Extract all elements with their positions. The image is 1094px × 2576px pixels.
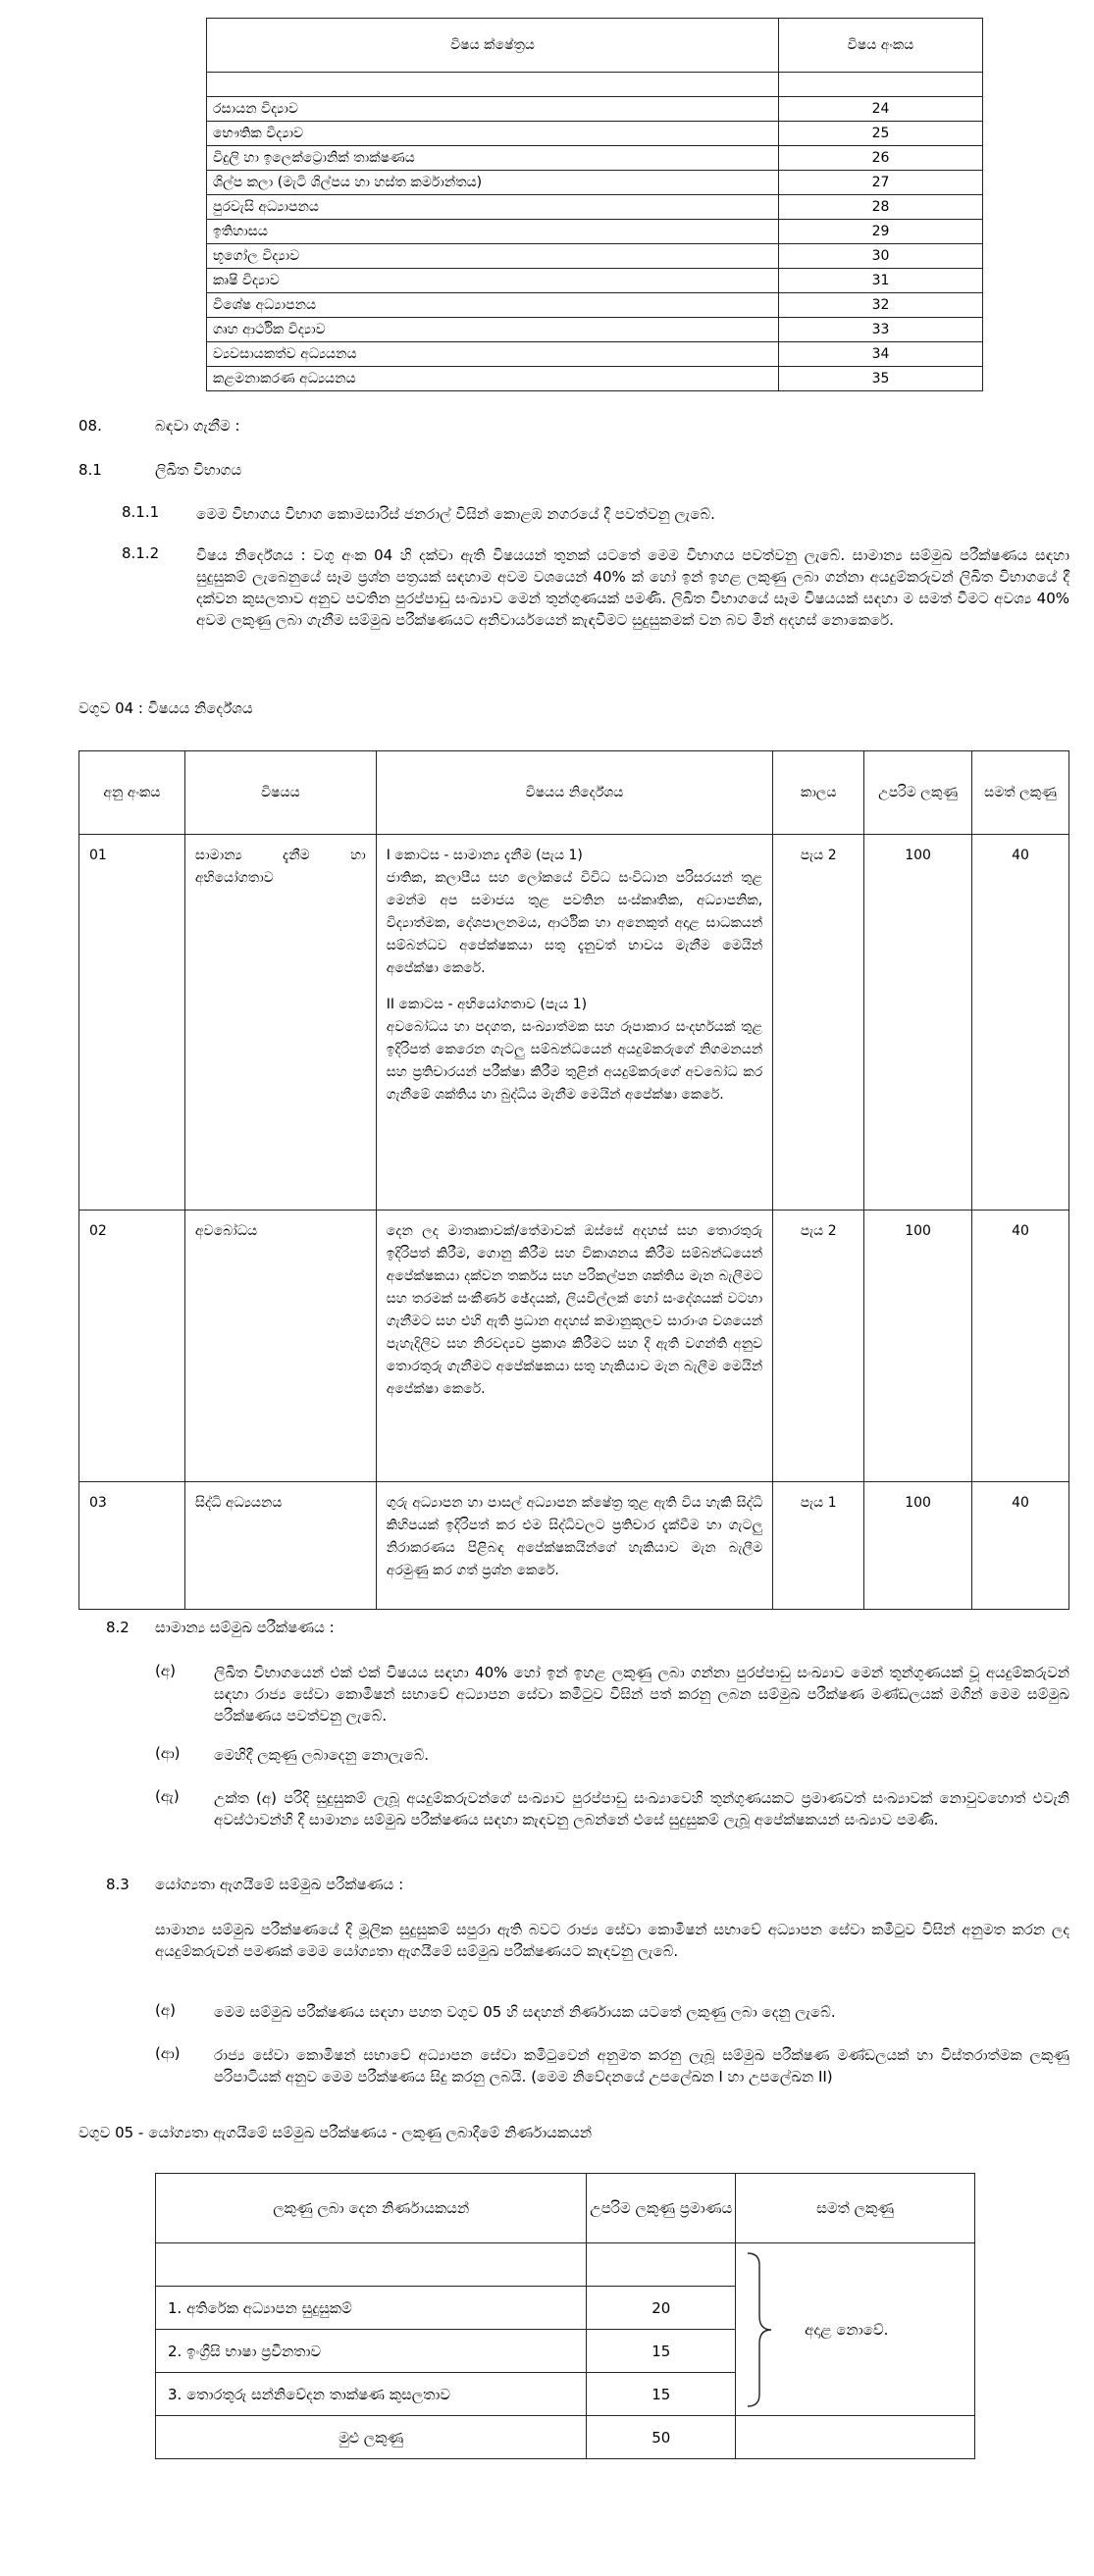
table-row xyxy=(207,171,983,195)
subject-cell: අවබෝධය xyxy=(184,1211,376,1482)
total-row xyxy=(156,2416,975,2459)
section-8-2-number: 8.2 xyxy=(106,1619,130,1636)
part-1-text: ජාතික, කලාපීය සහ ලෝකයේ විවිධ සංවිධාන පරිසරයන් තුළ මෙන්ම අප සමාජය තුළ පවතින සංස්කෘතික, අධ්‍යාපනික, විද්‍යාත්මක, දේශපාලනමය, ආර්ථික හා අනෙකුත් අදාළ සාධකයන් සම්බන්ධව අපේක්ෂකයා සතු දැනුවත් භාවය මැනීම මෙයින් අපේක්ෂා කෙරේ. xyxy=(386,870,763,976)
list-item: මෙම සම්මුඛ පරීක්ෂණය සඳහා පහත වගුව 05 හි සඳහන් නිර්ණායක යටතේ ලකුණු ලබා දෙනු ලැබේ. xyxy=(214,2003,836,2021)
subject-code-cell xyxy=(779,73,983,97)
syllabus-header: විෂයය නිර්දේශය xyxy=(376,751,773,835)
section-8-1-title: ලිඛිත විභාගය xyxy=(155,461,242,479)
pass-marks-cell: 40 xyxy=(972,835,1069,1211)
subject-code-cell: 34 xyxy=(779,342,983,367)
duration-cell: පැය 1 xyxy=(773,1482,864,1610)
subject-name-cell: කළමනාකරණ අධ්‍යයනය xyxy=(207,367,779,391)
syllabus-cell: දෙන ලද මාතෘකාවක්/තේමාවක් ඔස්සේ අදහස් සහ තොරතුරු ඉදිරිපත් කිරීම, ගොනු කිරීම සහ විකාශනය කිරීම සම්බන්ධයෙන් අපේක්ෂකයා දක්වන තර්කය සහ පරිකල්පන ශක්තිය මැන බැලීමට සහ තරමක් සංකීර්ණ ඡේදයක්, ලියවිල්ලක් හෝ සංදේශයක් වටහා ගැනීමට සහ එහි ඇති ප්‍රධාන අදහස් කමානුකූලව සාරාංශ වශයෙන් පැහැදිලිව සහ නිරවද්‍යව ප්‍රකාශ කිරීමට සහ දී ඇති වගන්ති අනුව තොරතුරු ගැනීමට අපේක්ෂකයා සතු හැකියාව මැන බැලීම මෙයින් අපේක්ෂා කෙරේ. xyxy=(376,1211,773,1482)
table-row xyxy=(156,2243,975,2287)
section-08-title: බඳවා ගැනීම : xyxy=(155,417,240,435)
syllabus-cell: ගුරු අධ්‍යාපන හා පාසල් අධ්‍යාපන ක්ෂේත්‍ර තුළ ඇති විය හැකි සිද්ධි කිහිපයක් ඉදිරිපත් කර එම සිද්ධිවලට ප්‍රතිචාර දැක්වීම හා ගැටලු නිරාකරණය පිළිබඳ අපේක්ෂකයින්ගේ හැකියාව මැන බැලීම අරමුණු කර ගත් ප්‍රශ්න කෙරේ. xyxy=(376,1482,773,1610)
section-8-2-title: සාමාන්‍ය සම්මුඛ පරීක්ෂණය : xyxy=(155,1619,335,1636)
serial-header: අනු අංකය xyxy=(79,751,185,835)
section-8-1-1-text: මෙම විභාගය විභාග කොමසාරිස් ජනරාල් විසින් කොළඹ නගරයේ දී පවත්වනු ලැබේ. xyxy=(196,505,715,523)
syllabus-table xyxy=(78,750,1069,1610)
subject-code-cell: 29 xyxy=(779,220,983,244)
subject-name-cell: ව්‍යවසායකත්ව අධ්‍යයනය xyxy=(207,342,779,367)
serial-cell: 02 xyxy=(79,1211,185,1482)
max-marks-header: උපරිම ලකුණු xyxy=(864,751,972,835)
criteria-cell: 2. ඉංග්‍රීසි භාෂා ප්‍රවීනතාව xyxy=(156,2330,587,2373)
list-item-marker: (ආ) xyxy=(155,1744,181,1762)
max-marks-cell: 100 xyxy=(864,1211,972,1482)
subject-name-cell: විදුලි හා ඉලෙක්ට්‍රොනික් තාක්ෂණය xyxy=(207,146,779,171)
list-item: මෙහිදී ලකුණු ලබාදෙනු නොලැබේ. xyxy=(214,1746,430,1764)
subject-header: විෂයය xyxy=(184,751,376,835)
part-2-text: අවබෝධය හා පදගත, සංඛ්‍යාත්මක සහ රූපාකාර සංදර්භයක් තුළ ඉදිරිපත් කෙරෙන ගැටලු සම්බන්ධයෙන් අයදුම්කරුගේ නිගමනයන් සහ ප්‍රතිචාරයන් පරීක්ෂා කිරීම තුළින් අයදුම්කරුගේ අවබෝධ කර ගැනීමේ ශක්තිය හා බුද්ධිය මැනීම මෙයින් අපේක්ෂා කෙරේ. xyxy=(386,1019,763,1103)
subject-code-cell: 33 xyxy=(779,318,983,342)
table-04-caption: වගුව 04 : විෂයය නිර්දේශය xyxy=(78,699,253,717)
list-item: උක්ත (අ) පරිදි සුදුසුකම් ලැබූ අයදුම්කරුවන්ගේ සංඛ්‍යාව පුරප්පාඩු සංඛ්‍යාවෙහි තුන්ගුණයකට ප්‍රමාණවත් සංඛ්‍යාවක් නොවුවහොත් එවැනි අවස්ථාවන්හි දී සාමාන්‍ය සම්මුඛ පරීක්ෂණය සඳහා කැඳවනු ලබන්නේ එසේ සුදුසුකම් ලැබූ අපේක්ෂකයන් සංඛ්‍යාව පමණි. xyxy=(214,1789,1069,1829)
section-8-1-number: 8.1 xyxy=(78,461,102,479)
subject-cell: සිද්ධි අධ්‍යයනය xyxy=(184,1482,376,1610)
section-8-1-2-text: විෂය නිර්දේශය : වගු අංක 04 හි දක්වා ඇති විෂයයන් තුනක් යටතේ මෙම විභාගය පවත්වනු ලැබේ. සාමාන්‍ය සම්මුඛ පරීක්ෂණය සඳහා සුදුසුකම් ලැබෙනුයේ සෑම ප්‍රශ්න පත්‍රයක් සඳහාම අවම වශයෙන් 40% ක් හෝ ඉන් ඉහළ ලකුණු ලබා ගන්නා අයදුම්කරුවන් ලිඛිත විභාගයේ දී දක්වන කුසලතාව අනුව පවතින පුරප්පාඩු සංඛ්‍යාව මෙන් තුන්ගුණයක් පමණි. ලිඛිත විභාගයේ සෑම විෂයයක් සඳහා ම සමත් වීමට අවශ්‍ය 40% අවම ලකුණු ලබා ගැනීම සම්මුඛ පරීක්ෂණයට අනිවාර්යයෙන් කැඳවීමට සුදුසුකමක් වන බව මින් අදහස් නොකෙරේ. xyxy=(196,546,1069,629)
total-label: මුළු ලකුණු xyxy=(156,2416,587,2459)
table-row xyxy=(207,342,983,367)
subject-code-cell: 35 xyxy=(779,367,983,391)
subject-header: විෂය ක්ෂේත්‍රය xyxy=(207,19,779,73)
table-05-caption: වගුව 05 - යෝග්‍යතා ඇගයීමේ සම්මුඛ පරීක්ෂණය - ලකුණු ලබාදීමේ නිර්ණායකයන් xyxy=(78,2124,593,2141)
duration-cell: පැය 2 xyxy=(773,835,864,1211)
table-row xyxy=(79,1211,1069,1482)
table-row xyxy=(207,97,983,122)
max-marks-header: උපරිම ලකුණු ප්‍රමාණය xyxy=(587,2174,736,2243)
subject-name-cell: පුරවැසි අධ්‍යාපනය xyxy=(207,195,779,220)
subject-name-cell: ගෘහ ආර්ථික විද්‍යාව xyxy=(207,318,779,342)
list-item-marker: (අ) xyxy=(155,1662,176,1679)
subject-code-cell: 28 xyxy=(779,195,983,220)
table-row xyxy=(207,293,983,318)
subject-name-cell xyxy=(207,73,779,97)
list-item-marker: (අ) xyxy=(155,2001,176,2019)
list-item: ලිඛිත විභාගයෙන් එක් එක් විෂයය සඳහා 40% හෝ ඉන් ඉහළ ලකුණු ලබා ගන්නා පුරප්පාඩු සංඛ්‍යාව මෙන් තුන්ගුණයක් වූ අයදුම්කරුවන් සඳහා රාජ්‍ය සේවා කොමිෂන් සභාවේ අධ්‍යාපන සේවා කමිටුව විසින් පත් කරනු ලබන සම්මුඛ පරීක්ෂණ මණ්ඩලයක් මගින් මෙම සම්මුඛ පරීක්ෂණය පවත්වනු ලැබේ. xyxy=(214,1664,1069,1725)
subject-name-cell: ශිල්ප කලා (මැටි ශිල්පය හා හස්ත කර්මාන්තය) xyxy=(207,171,779,195)
subject-code-cell: 25 xyxy=(779,122,983,146)
section-08-number: 08. xyxy=(78,417,102,435)
brace-icon xyxy=(744,2251,773,2408)
part-2-title: II කොටස - අභියෝගතාව (පැය 1) xyxy=(386,997,588,1012)
max-marks-cell: 20 xyxy=(587,2287,736,2330)
syllabus-cell xyxy=(376,835,773,1211)
subject-code-cell: 30 xyxy=(779,244,983,269)
total-value: 50 xyxy=(587,2416,736,2459)
table-row xyxy=(207,269,983,293)
list-item-marker: (ආ) xyxy=(155,2044,181,2062)
max-marks-cell: 100 xyxy=(864,835,972,1211)
table-row xyxy=(207,244,983,269)
table-row xyxy=(207,122,983,146)
table-row xyxy=(207,318,983,342)
criteria-header: ලකුණු ලබා දෙන නිර්ණායකයන් xyxy=(156,2174,587,2243)
section-8-3-title: යෝග්‍යතා ඇගයීමේ සම්මුඛ පරීක්ෂණය : xyxy=(155,1876,404,1893)
table-row xyxy=(79,1482,1069,1610)
subject-cell: සාමාන්‍ය දැනීම හා අභියෝගතාව xyxy=(184,835,376,1211)
subject-name-cell: විශේෂ අධ්‍යාපනය xyxy=(207,293,779,318)
subject-code-cell: 27 xyxy=(779,171,983,195)
duration-header: කාලය xyxy=(773,751,864,835)
list-item-marker: (ඇ) xyxy=(155,1787,180,1805)
table-row xyxy=(79,835,1069,1211)
pass-marks-header: සමත් ලකුණු xyxy=(972,751,1069,835)
pass-marks-cell: 40 xyxy=(972,1211,1069,1482)
serial-cell: 03 xyxy=(79,1482,185,1610)
table-row xyxy=(207,367,983,391)
subject-name-cell: ඉතිහාසය xyxy=(207,220,779,244)
max-marks-cell: 15 xyxy=(587,2373,736,2416)
subject-code-cell: 32 xyxy=(779,293,983,318)
pass-marks-cell: 40 xyxy=(972,1482,1069,1610)
table-row xyxy=(207,146,983,171)
subject-name-cell: භූගෝල විද්‍යාව xyxy=(207,244,779,269)
max-marks-cell: 15 xyxy=(587,2330,736,2373)
part-1-title: I කොටස - සාමාන්‍ය දැනීම (පැය 1) xyxy=(386,848,583,863)
subject-name-cell: කෘෂි විද්‍යාව xyxy=(207,269,779,293)
subject-name-cell: භෞතික විද්‍යාව xyxy=(207,122,779,146)
marks-criteria-table xyxy=(155,2173,975,2459)
section-8-1-2-number: 8.1.2 xyxy=(122,544,160,562)
duration-cell: පැය 2 xyxy=(773,1211,864,1482)
max-marks-cell: 100 xyxy=(864,1482,972,1610)
section-8-3-intro: සාමාන්‍ය සම්මුඛ පරීක්ෂණයේ දී මූලික සුදුසුකම් සපුරා ඇති බවට රාජ්‍ය සේවා කොමිෂන් සභාවේ අධ්‍යාපන සේවා කමිටුව විසින් අනුමත කරන ලද අයදුම්කරුවන් පමණක් මෙම යෝග්‍යතා ඇගයීමේ සම්මුඛ පරීක්ෂණයට කැඳවනු ලැබේ. xyxy=(155,1921,1069,1960)
section-8-1-1-number: 8.1.1 xyxy=(122,503,160,521)
table-row xyxy=(207,195,983,220)
list-item: රාජ්‍ය සේවා කොමිෂන් සභාවේ අධ්‍යාපන සේවා කමිටුවෙන් අනුමත කරනු ලැබූ සම්මුඛ පරීක්ෂණ මණ්ඩලයක් හා විස්තරාත්මක ලකුණු පරිපාටියක් අනුව මෙම පරීක්ෂණය සිදු කරනු ලබයි. (මෙම නිවේදනයේ උපලේඛන I හා උපලේඛන II) xyxy=(214,2046,1069,2086)
code-header: විෂය අංකය xyxy=(779,19,983,73)
section-8-3-number: 8.3 xyxy=(106,1876,130,1893)
criteria-cell: 1. අතිරේක අධ්‍යාපන සුදුසුකම් xyxy=(156,2287,587,2330)
subject-name-cell: රසායන විද්‍යාව xyxy=(207,97,779,122)
table-row xyxy=(207,220,983,244)
subject-code-table xyxy=(206,18,983,391)
pass-marks-header: සමත් ලකුණු xyxy=(736,2174,975,2243)
subject-code-cell: 26 xyxy=(779,146,983,171)
pass-marks-note: අදාළ නොවේ. xyxy=(805,2320,889,2339)
table-row xyxy=(207,73,983,97)
subject-code-cell: 24 xyxy=(779,97,983,122)
criteria-cell: 3. තොරතුරු සන්නිවේදන තාක්ෂණ කුසලතාව xyxy=(156,2373,587,2416)
subject-code-cell: 31 xyxy=(779,269,983,293)
serial-cell: 01 xyxy=(79,835,185,1211)
